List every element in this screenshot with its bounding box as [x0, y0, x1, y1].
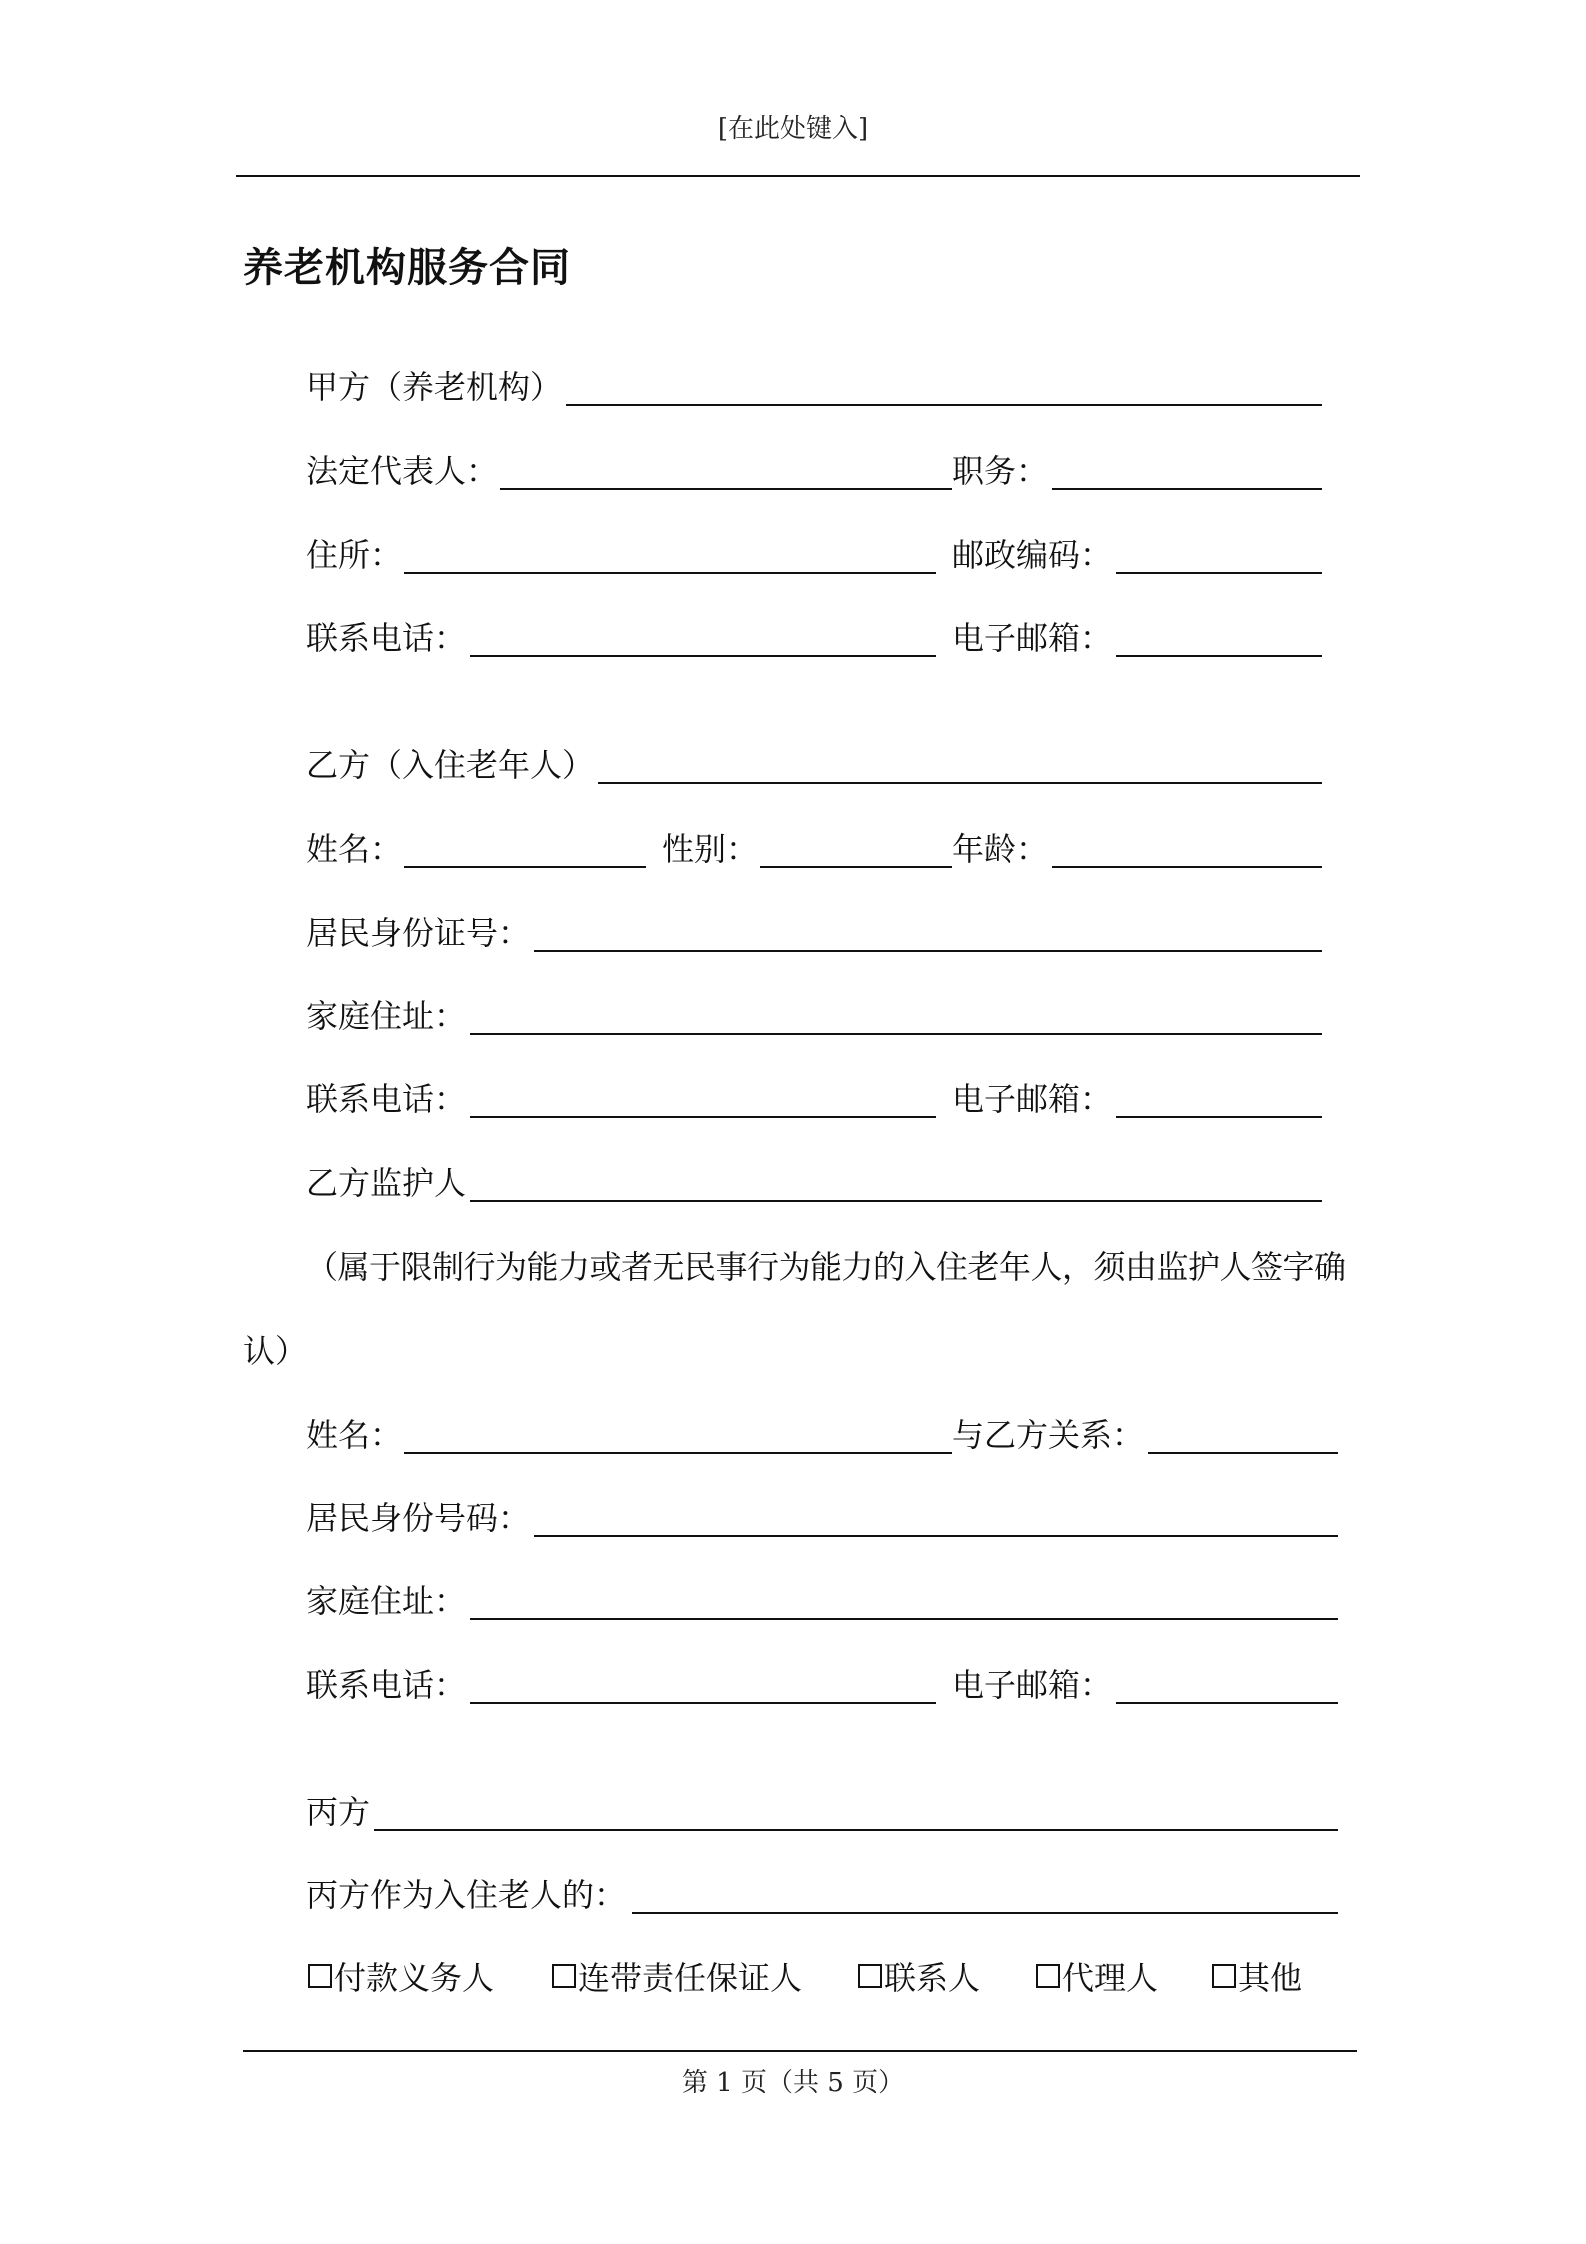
guardian-home-label: 家庭住址：	[306, 1582, 467, 1620]
party-c-role-label: 丙方作为入住老人的：	[306, 1876, 627, 1914]
guardian-phone-field[interactable]	[470, 1702, 936, 1704]
guardian-name-label: 姓名：	[306, 1416, 403, 1454]
gender-field[interactable]	[760, 866, 952, 868]
gender-label: 性别：	[662, 830, 759, 868]
party-b-phone-label: 联系电话：	[306, 1080, 467, 1118]
checkbox-box[interactable]	[552, 1964, 576, 1988]
party-c-name-field[interactable]	[374, 1829, 1338, 1831]
checkbox-other[interactable]	[1212, 1953, 1302, 1999]
postcode-label: 邮政编码：	[952, 536, 1113, 574]
party-b-heading: 乙方（入住老年人）	[306, 746, 595, 784]
party-a-email-label: 电子邮箱：	[952, 619, 1113, 657]
checkbox-contact[interactable]	[858, 1953, 980, 1999]
checkbox-payer[interactable]	[308, 1953, 494, 1999]
party-b-id-label: 居民身份证号：	[306, 914, 531, 952]
guardian-phone-label: 联系电话：	[306, 1666, 467, 1704]
postcode-field[interactable]	[1116, 572, 1322, 574]
guardian-home-field[interactable]	[470, 1618, 1338, 1620]
legal-rep-label: 法定代表人：	[306, 452, 499, 490]
party-b-id-field[interactable]	[534, 950, 1322, 952]
checkbox-label: 付款义务人	[334, 1959, 495, 1997]
party-b-name-field[interactable]	[598, 782, 1322, 784]
guardian-id-field[interactable]	[534, 1535, 1338, 1537]
party-c-role-field[interactable]	[632, 1912, 1338, 1914]
guardian-field[interactable]	[470, 1200, 1322, 1202]
checkbox-guarantor[interactable]	[552, 1953, 802, 1999]
party-c-heading: 丙方	[306, 1793, 371, 1831]
position-field[interactable]	[1052, 488, 1322, 490]
guardian-note-line1: （属于限制行为能力或者无民事行为能力的入住老年人，须由监护人签字确	[306, 1248, 1346, 1286]
checkbox-label: 联系人	[884, 1959, 981, 1997]
checkbox-label: 连带责任保证人	[578, 1959, 803, 1997]
page-number-footer: 第 1 页（共 5 页）	[681, 2068, 905, 2098]
party-b-home-field[interactable]	[470, 1033, 1322, 1035]
party-a-phone-label: 联系电话：	[306, 619, 467, 657]
party-b-person-name-field[interactable]	[404, 866, 646, 868]
page-header-text: [在此处键入]	[717, 114, 869, 144]
age-label: 年龄：	[952, 830, 1049, 868]
guardian-email-label: 电子邮箱：	[952, 1666, 1113, 1704]
party-a-phone-field[interactable]	[470, 655, 936, 657]
guardian-note-line2: 认）	[243, 1332, 308, 1370]
position-label: 职务：	[952, 452, 1049, 490]
guardian-email-field[interactable]	[1116, 1702, 1338, 1704]
address-label: 住所：	[306, 536, 403, 574]
age-field[interactable]	[1052, 866, 1322, 868]
party-a-name-field[interactable]	[566, 404, 1322, 406]
guardian-id-label: 居民身份号码：	[306, 1499, 531, 1537]
legal-rep-field[interactable]	[500, 488, 952, 490]
party-b-home-label: 家庭住址：	[306, 997, 467, 1035]
checkbox-label: 代理人	[1062, 1959, 1159, 1997]
relation-label: 与乙方关系：	[952, 1416, 1145, 1454]
checkbox-box[interactable]	[308, 1964, 332, 1988]
relation-field[interactable]	[1148, 1452, 1338, 1454]
checkbox-box[interactable]	[1212, 1964, 1236, 1988]
guardian-heading: 乙方监护人	[306, 1164, 467, 1202]
party-b-phone-field[interactable]	[470, 1116, 936, 1118]
address-field[interactable]	[404, 572, 936, 574]
party-b-name-label: 姓名：	[306, 830, 403, 868]
party-a-email-field[interactable]	[1116, 655, 1322, 657]
checkbox-box[interactable]	[858, 1964, 882, 1988]
checkbox-label: 其他	[1238, 1959, 1303, 1997]
header-rule	[236, 175, 1360, 177]
guardian-name-field[interactable]	[404, 1452, 952, 1454]
footer-rule	[243, 2050, 1357, 2052]
party-b-email-field[interactable]	[1116, 1116, 1322, 1118]
checkbox-box[interactable]	[1036, 1964, 1060, 1988]
party-a-heading: 甲方（养老机构）	[306, 368, 563, 406]
checkbox-agent[interactable]	[1036, 1953, 1158, 1999]
party-b-email-label: 电子邮箱：	[952, 1080, 1113, 1118]
document-title: 养老机构服务合同	[243, 245, 571, 291]
